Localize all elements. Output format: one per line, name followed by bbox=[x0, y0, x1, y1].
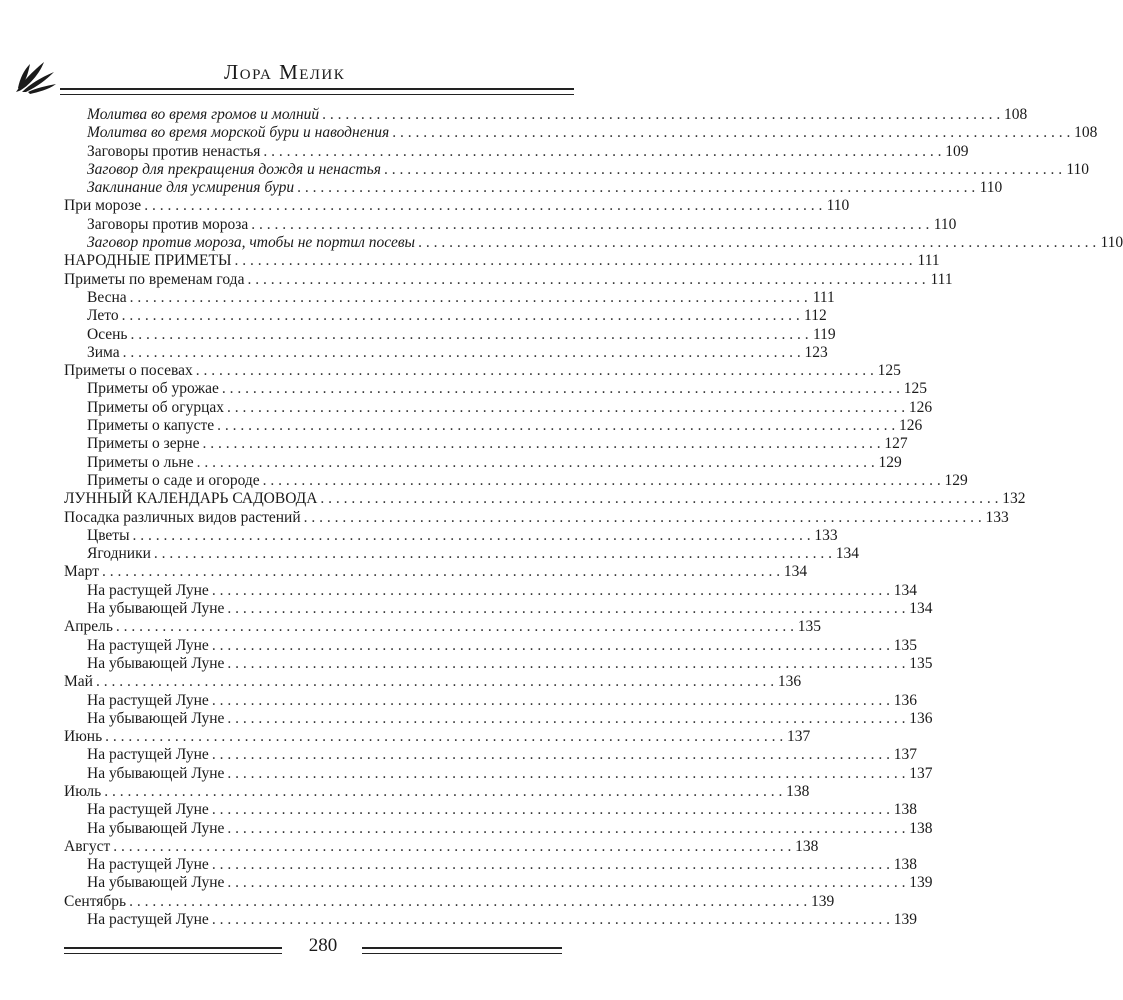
footer-rule-left bbox=[64, 947, 282, 954]
toc-entry bbox=[64, 343, 828, 362]
toc-leader-dots bbox=[217, 417, 895, 435]
toc-entry bbox=[64, 270, 953, 289]
toc-leader-dots bbox=[263, 143, 941, 161]
toc-leader-dots bbox=[116, 618, 794, 636]
toc-entry bbox=[64, 106, 1028, 124]
toc-leader-dots bbox=[304, 509, 982, 527]
toc-entry-page: 126 bbox=[908, 398, 933, 416]
toc-leader-dots bbox=[144, 197, 822, 215]
toc-entry bbox=[64, 709, 933, 728]
toc-entry-title: Осень bbox=[87, 325, 128, 343]
toc-entry-title: При морозе bbox=[64, 197, 142, 215]
toc-entry-title: Приметы о посевах bbox=[64, 362, 193, 380]
toc-entry-page: 110 bbox=[1066, 160, 1090, 178]
toc-entry-title: На убывающей Луне bbox=[87, 819, 225, 837]
toc-entry-page: 133 bbox=[814, 526, 838, 544]
toc-entry bbox=[64, 325, 836, 344]
toc-entry-title: Приметы о саде и огороде bbox=[87, 471, 260, 489]
toc-leader-dots bbox=[197, 454, 875, 472]
toc-entry-title: На убывающей Луне bbox=[87, 764, 225, 782]
toc-entry-title: На растущей Луне bbox=[87, 856, 209, 874]
toc-leader-dots bbox=[227, 710, 905, 728]
toc-leader-dots bbox=[196, 362, 874, 380]
toc-leader-dots bbox=[227, 399, 905, 417]
toc-entry bbox=[64, 417, 923, 435]
toc-entry bbox=[64, 618, 822, 636]
toc-entry bbox=[64, 764, 933, 783]
toc-entry-page: 108 bbox=[1004, 106, 1028, 123]
toc-entry-title: Заговор против мороза, чтобы не портил посевы bbox=[87, 234, 416, 252]
page-number: 280 bbox=[308, 935, 338, 956]
toc-entry bbox=[64, 252, 940, 270]
leaf-ornament-icon bbox=[14, 58, 58, 96]
toc-entry-title: На растущей Луне bbox=[87, 636, 209, 654]
toc-entry-title: На растущей Луне bbox=[87, 801, 209, 819]
toc-entry bbox=[64, 654, 933, 673]
toc-entry-title: ЛУННЫЙ КАЛЕНДАРЬ САДОВОДА bbox=[64, 490, 318, 508]
toc-leader-dots bbox=[322, 106, 1000, 124]
toc-entry-page: 119 bbox=[812, 325, 836, 343]
toc-entry bbox=[64, 545, 860, 563]
toc-entry-page: 134 bbox=[893, 581, 917, 599]
toc-entry bbox=[64, 636, 917, 655]
toc-entry-page: 132 bbox=[1002, 490, 1026, 508]
footer-rule-right bbox=[362, 947, 562, 954]
toc-entry-title: Лето bbox=[87, 307, 119, 325]
toc-entry-title: Сентябрь bbox=[64, 892, 127, 910]
toc-entry bbox=[64, 600, 933, 618]
toc-leader-dots bbox=[227, 820, 905, 838]
toc-leader-dots bbox=[297, 179, 975, 197]
toc-entry bbox=[64, 782, 810, 801]
page-footer bbox=[0, 935, 610, 965]
toc-entry-title: Приметы о капусте bbox=[87, 417, 215, 435]
table-of-contents bbox=[64, 106, 1123, 929]
toc-entry-title: Заговоры против мороза bbox=[87, 215, 249, 233]
toc-entry bbox=[64, 490, 1026, 508]
toc-entry bbox=[64, 508, 1009, 527]
toc-entry bbox=[64, 197, 850, 215]
toc-leader-dots bbox=[212, 801, 890, 819]
toc-entry bbox=[64, 563, 808, 581]
toc-entry-title: Молитва во время громов и молний bbox=[87, 106, 320, 123]
toc-entry bbox=[64, 892, 835, 911]
toc-entry-title: Июнь bbox=[64, 728, 103, 746]
toc-entry-page: 125 bbox=[877, 362, 901, 380]
toc-entry-title: На убывающей Луне bbox=[87, 709, 225, 727]
toc-leader-dots bbox=[251, 216, 929, 234]
toc-entry-page: 134 bbox=[909, 600, 933, 618]
toc-entry-title: Приметы об огурцах bbox=[87, 398, 225, 416]
toc-entry-title: НАРОДНЫЕ ПРИМЕТЫ bbox=[64, 252, 232, 270]
toc-entry-title: Цветы bbox=[87, 526, 130, 544]
toc-leader-dots bbox=[123, 344, 801, 362]
author-name: Лора Мелик bbox=[224, 60, 346, 84]
toc-entry bbox=[64, 307, 827, 325]
toc-entry-page: 110 bbox=[826, 197, 850, 215]
toc-entry bbox=[64, 691, 917, 710]
toc-entry-page: 139 bbox=[893, 911, 917, 929]
toc-entry bbox=[64, 124, 1098, 142]
toc-leader-dots bbox=[96, 673, 774, 691]
toc-leader-dots bbox=[235, 252, 913, 270]
toc-entry-title: Приметы по временам года bbox=[64, 270, 245, 288]
toc-entry-title: Приметы о льне bbox=[87, 453, 194, 471]
toc-entry bbox=[64, 801, 917, 819]
toc-entry bbox=[64, 362, 901, 380]
toc-entry-page: 112 bbox=[804, 307, 827, 325]
toc-leader-dots bbox=[105, 728, 783, 746]
toc-leader-dots bbox=[131, 326, 809, 344]
toc-entry-page: 127 bbox=[884, 435, 908, 453]
toc-leader-dots bbox=[263, 472, 941, 490]
toc-leader-dots bbox=[227, 655, 905, 673]
toc-entry-title: Зима bbox=[87, 343, 120, 361]
toc-entry-page: 138 bbox=[893, 801, 917, 819]
toc-entry-title: Март bbox=[64, 563, 99, 581]
toc-entry-page: 133 bbox=[985, 508, 1009, 526]
toc-leader-dots bbox=[129, 893, 807, 911]
toc-entry bbox=[64, 581, 917, 600]
toc-leader-dots bbox=[384, 161, 1062, 179]
toc-entry-page: 111 bbox=[812, 288, 835, 306]
toc-entry-page: 135 bbox=[909, 654, 933, 672]
toc-entry bbox=[64, 160, 1090, 179]
toc-leader-dots bbox=[102, 563, 780, 581]
toc-entry-page: 123 bbox=[804, 343, 828, 361]
toc-entry-title: На растущей Луне bbox=[87, 581, 209, 599]
toc-entry bbox=[64, 215, 957, 234]
toc-entry bbox=[64, 728, 811, 746]
toc-entry-title: На растущей Луне bbox=[87, 746, 209, 764]
toc-entry bbox=[64, 471, 968, 490]
toc-leader-dots bbox=[212, 692, 890, 710]
toc-leader-dots bbox=[418, 234, 1096, 252]
toc-entry-title: Заклинание для усмирения бури bbox=[87, 179, 295, 197]
toc-entry bbox=[64, 874, 933, 892]
toc-entry bbox=[64, 746, 917, 764]
toc-entry-title: Заговоры против ненастья bbox=[87, 142, 261, 160]
toc-leader-dots bbox=[212, 582, 890, 600]
toc-entry-page: 111 bbox=[930, 270, 953, 288]
toc-entry bbox=[64, 526, 838, 545]
toc-entry-page: 138 bbox=[909, 819, 933, 837]
toc-leader-dots bbox=[212, 911, 890, 929]
toc-leader-dots bbox=[212, 637, 890, 655]
toc-leader-dots bbox=[130, 289, 808, 307]
toc-entry-title: Ягодники bbox=[87, 545, 151, 563]
toc-leader-dots bbox=[212, 856, 890, 874]
toc-entry-page: 110 bbox=[933, 215, 957, 233]
toc-leader-dots bbox=[113, 838, 791, 856]
toc-leader-dots bbox=[133, 527, 811, 545]
header-rule bbox=[60, 88, 574, 95]
toc-entry-page: 129 bbox=[944, 471, 968, 489]
toc-entry-title: На растущей Луне bbox=[87, 691, 209, 709]
toc-leader-dots bbox=[154, 545, 832, 563]
toc-entry-page: 134 bbox=[783, 563, 808, 581]
toc-entry-title: Апрель bbox=[64, 618, 113, 636]
toc-leader-dots bbox=[227, 765, 905, 783]
toc-leader-dots bbox=[122, 307, 800, 325]
toc-entry-title: На убывающей Луне bbox=[87, 654, 225, 672]
toc-entry-page: 136 bbox=[777, 673, 802, 691]
toc-entry-page: 137 bbox=[787, 728, 811, 746]
toc-entry-title: Август bbox=[64, 837, 111, 855]
toc-leader-dots bbox=[320, 490, 998, 508]
toc-entry bbox=[64, 819, 933, 838]
toc-entry-title: Заговор для прекращения дождя и ненастья bbox=[87, 160, 381, 178]
toc-entry-page: 125 bbox=[903, 380, 927, 398]
toc-entry-title: Посадка различных видов растений bbox=[64, 508, 301, 526]
toc-entry-title: На убывающей Луне bbox=[87, 600, 225, 618]
toc-entry bbox=[64, 673, 802, 691]
toc-entry-title: Весна bbox=[87, 288, 127, 306]
toc-entry-page: 136 bbox=[893, 691, 917, 709]
toc-entry-page: 134 bbox=[835, 545, 860, 563]
toc-entry bbox=[64, 398, 933, 417]
toc-entry-page: 126 bbox=[899, 417, 923, 435]
toc-entry bbox=[64, 453, 902, 472]
toc-entry-page: 109 bbox=[945, 142, 969, 160]
toc-entry-title: Май bbox=[64, 673, 93, 691]
toc-entry-title: Июль bbox=[64, 782, 102, 800]
toc-entry bbox=[64, 234, 1123, 252]
toc-leader-dots bbox=[203, 435, 881, 453]
toc-entry-title: На убывающей Луне bbox=[87, 874, 225, 892]
toc-leader-dots bbox=[104, 783, 782, 801]
toc-entry-page: 135 bbox=[797, 618, 822, 636]
toc-entry-page: 110 bbox=[1100, 234, 1123, 252]
toc-entry-page: 138 bbox=[795, 837, 819, 855]
toc-entry-page: 110 bbox=[979, 179, 1003, 197]
toc-entry-page: 137 bbox=[893, 746, 917, 764]
toc-leader-dots bbox=[247, 271, 925, 289]
toc-entry bbox=[64, 837, 819, 856]
toc-entry-title: На растущей Луне bbox=[87, 911, 209, 929]
toc-leader-dots bbox=[227, 600, 905, 618]
toc-entry-page: 139 bbox=[909, 874, 933, 892]
toc-leader-dots bbox=[392, 124, 1070, 142]
toc-entry-page: 139 bbox=[810, 892, 835, 910]
toc-entry-page: 108 bbox=[1074, 124, 1098, 142]
toc-entry-page: 138 bbox=[786, 782, 810, 800]
toc-entry-page: 135 bbox=[893, 636, 917, 654]
toc-entry-page: 137 bbox=[909, 764, 933, 782]
toc-entry-title: Приметы о зерне bbox=[87, 435, 200, 453]
toc-entry-title: Молитва во время морской бури и наводнения bbox=[87, 124, 390, 142]
toc-entry-page: 138 bbox=[893, 856, 917, 874]
toc-leader-dots bbox=[227, 874, 905, 892]
toc-leader-dots bbox=[212, 746, 890, 764]
toc-entry bbox=[64, 435, 908, 453]
running-header bbox=[14, 58, 604, 98]
toc-entry bbox=[64, 179, 1003, 197]
toc-entry bbox=[64, 142, 969, 161]
toc-entry-title: Приметы об урожае bbox=[87, 380, 219, 398]
toc-entry-page: 136 bbox=[909, 709, 933, 727]
toc-entry-page: 111 bbox=[917, 252, 940, 270]
toc-entry bbox=[64, 380, 927, 398]
toc-entry-page: 129 bbox=[878, 453, 902, 471]
toc-entry bbox=[64, 911, 917, 929]
toc-entry bbox=[64, 288, 835, 307]
toc-entry bbox=[64, 856, 917, 874]
toc-leader-dots bbox=[222, 380, 900, 398]
